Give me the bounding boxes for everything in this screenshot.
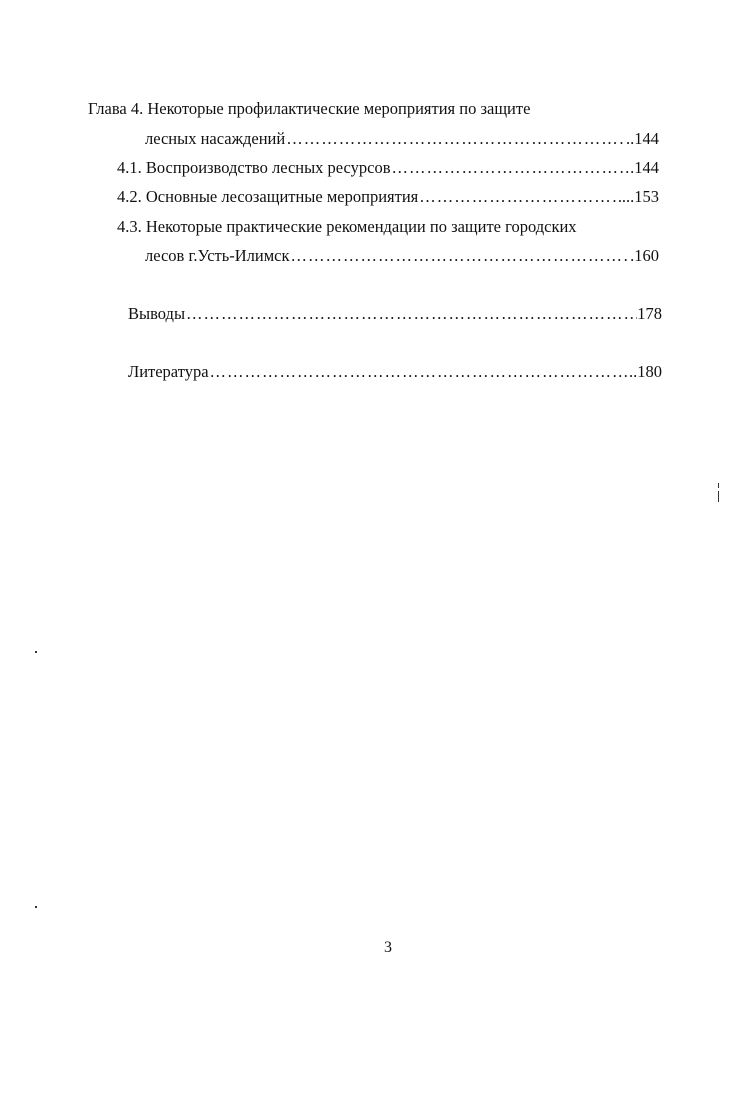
toc-entry-literature xyxy=(128,362,662,382)
toc-entry-chapter4 xyxy=(145,129,659,149)
toc-entry-title: лесов г.Усть-Илимск xyxy=(145,246,290,265)
toc-4-3-title-line1: 4.3. Некоторые практические рекомендации по защите городских xyxy=(117,217,577,236)
toc-entry-4-3 xyxy=(145,246,659,266)
scan-artifact xyxy=(35,651,37,653)
page-number: 3 xyxy=(384,939,392,956)
toc-entry-page: ..180 xyxy=(629,362,662,381)
toc-entry-conclusions xyxy=(128,304,662,324)
toc-entry-title: 4.2. Основные лесозащитные мероприятия xyxy=(117,187,419,206)
toc-entry-page: 178 xyxy=(637,304,662,323)
toc-entry-4-1 xyxy=(117,158,659,178)
toc-entry-title: Выводы xyxy=(128,304,186,323)
scan-artifact xyxy=(35,906,37,908)
toc-entry-page: .160 xyxy=(630,246,659,265)
dot-leader xyxy=(186,304,637,324)
toc-entry-4-2 xyxy=(117,187,659,207)
toc-entry-page: .144 xyxy=(630,158,659,177)
toc-entry-page: ..144 xyxy=(626,129,659,148)
toc-entry-title: Литература xyxy=(128,362,209,381)
toc-chapter4-title-line1: Глава 4. Некоторые профилактические мероприятия по защите xyxy=(88,99,531,118)
dot-leader xyxy=(286,129,626,149)
toc-entry-title: лесных насаждений xyxy=(145,129,286,148)
dot-leader xyxy=(392,158,631,178)
dot-leader xyxy=(210,362,629,382)
toc-entry-page: ...153 xyxy=(621,187,659,206)
dot-leader xyxy=(419,187,622,207)
toc-entry-title: 4.1. Воспроизводство лесных ресурсов xyxy=(117,158,391,177)
dot-leader xyxy=(291,246,631,266)
scan-artifact xyxy=(718,483,719,488)
scan-artifact xyxy=(718,491,719,502)
